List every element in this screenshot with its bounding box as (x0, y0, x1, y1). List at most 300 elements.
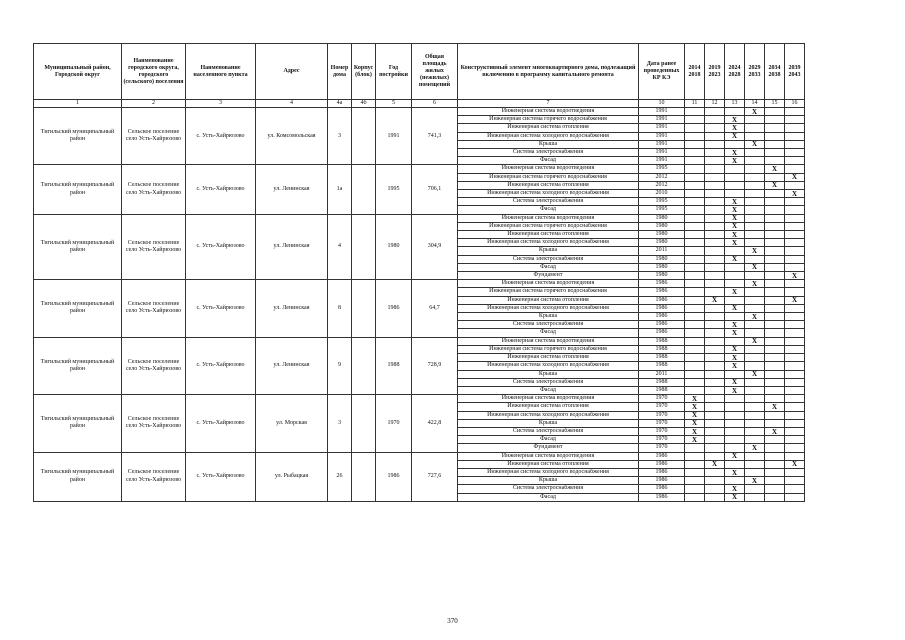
period-mark-cell: X (765, 403, 785, 411)
column-number: 4а (328, 100, 352, 108)
area-cell: 64,7 (412, 280, 458, 337)
period-mark-cell (785, 239, 805, 247)
period-mark-cell (745, 190, 765, 198)
period-mark-cell (785, 247, 805, 255)
period-mark-cell (685, 386, 705, 394)
period-mark-cell (745, 468, 765, 476)
period-mark-cell (765, 477, 785, 485)
period-mark-cell (685, 247, 705, 255)
element-cell: Инженерная система горячего водоснабжения (458, 116, 639, 124)
period-mark-cell: X (725, 255, 745, 263)
period-mark-cell (725, 427, 745, 435)
build-year-cell: 1991 (376, 108, 412, 165)
period-mark-cell (745, 378, 765, 386)
area-cell: 304,9 (412, 214, 458, 280)
table-row (34, 165, 805, 173)
period-mark-cell (725, 165, 745, 173)
period-mark-cell (705, 411, 725, 419)
period-mark-cell (765, 419, 785, 427)
period-mark-cell (765, 263, 785, 271)
period-mark-cell: X (745, 337, 765, 345)
period-mark-cell (725, 140, 745, 148)
period-mark-cell (705, 206, 725, 214)
settlement-cell: Сельское поселение село Усть-Хайрюзово (122, 214, 186, 280)
period-mark-cell (745, 255, 765, 263)
period-mark-cell: X (725, 132, 745, 140)
prior-repair-date-cell: 1991 (639, 124, 685, 132)
period-mark-cell: X (725, 116, 745, 124)
prior-repair-date-cell: 1980 (639, 239, 685, 247)
period-mark-cell: X (765, 165, 785, 173)
element-cell: Инженерная система отопления (458, 231, 639, 239)
house-number-cell: 9 (328, 337, 352, 394)
period-mark-cell: X (785, 190, 805, 198)
period-mark-cell (745, 354, 765, 362)
house-number-cell: 26 (328, 452, 352, 501)
locality-cell: с. Усть-Хайрюзово (186, 452, 256, 501)
period-mark-cell (685, 231, 705, 239)
prior-repair-date-cell: 1986 (639, 313, 685, 321)
period-mark-cell (685, 280, 705, 288)
period-mark-cell (745, 165, 765, 173)
period-mark-cell (685, 362, 705, 370)
period-mark-cell: X (725, 362, 745, 370)
element-cell: Инженерная система отопления (458, 124, 639, 132)
period-mark-cell (785, 108, 805, 116)
prior-repair-date-cell: 1986 (639, 452, 685, 460)
period-mark-cell: X (745, 108, 765, 116)
period-mark-cell (745, 436, 765, 444)
period-mark-cell: X (685, 427, 705, 435)
period-mark-cell (705, 370, 725, 378)
period-mark-cell (685, 198, 705, 206)
element-cell: Инженерная система отопления (458, 354, 639, 362)
area-cell: 741,3 (412, 108, 458, 165)
period-mark-cell (765, 157, 785, 165)
period-mark-cell (745, 452, 765, 460)
prior-repair-date-cell: 1970 (639, 444, 685, 452)
period-mark-cell (725, 411, 745, 419)
prior-repair-date-cell: 1988 (639, 386, 685, 394)
korpus-cell (352, 337, 376, 394)
period-mark-cell: X (725, 206, 745, 214)
period-mark-cell: X (705, 460, 725, 468)
house-number-cell: 3 (328, 395, 352, 452)
period-mark-cell (705, 329, 725, 337)
period-mark-cell: X (745, 370, 765, 378)
element-cell: Система электроснабжения (458, 321, 639, 329)
period-mark-cell (685, 370, 705, 378)
period-mark-cell (765, 304, 785, 312)
period-mark-cell (685, 173, 705, 181)
district-cell: Тигильский муниципальный район (34, 108, 122, 165)
period-mark-cell (705, 198, 725, 206)
period-mark-cell: X (725, 386, 745, 394)
period-mark-cell (765, 345, 785, 353)
element-cell: Инженерная система горячего водоснабжения (458, 222, 639, 230)
area-cell: 422,8 (412, 395, 458, 452)
column-number-row (34, 100, 805, 108)
period-mark-cell (785, 337, 805, 345)
period-mark-cell (765, 468, 785, 476)
period-mark-cell (725, 477, 745, 485)
period-mark-cell (685, 140, 705, 148)
prior-repair-date-cell: 1980 (639, 272, 685, 280)
period-mark-cell (745, 214, 765, 222)
period-mark-cell (785, 468, 805, 476)
table-row (34, 395, 805, 403)
settlement-cell: Сельское поселение село Усть-Хайрюзово (122, 280, 186, 337)
period-mark-cell (785, 206, 805, 214)
period-mark-cell (765, 124, 785, 132)
period-mark-cell (765, 313, 785, 321)
period-mark-cell: X (725, 345, 745, 353)
period-mark-cell (705, 452, 725, 460)
period-mark-cell: X (745, 477, 765, 485)
prior-repair-date-cell: 1980 (639, 222, 685, 230)
period-mark-cell (725, 247, 745, 255)
column-number: 4б (352, 100, 376, 108)
period-mark-cell (785, 477, 805, 485)
prior-repair-date-cell: 1995 (639, 165, 685, 173)
prior-repair-date-cell: 1980 (639, 231, 685, 239)
period-mark-cell (745, 362, 765, 370)
prior-repair-date-cell: 1970 (639, 395, 685, 403)
period-mark-cell (685, 272, 705, 280)
element-cell: Инженерная система водоотведения (458, 452, 639, 460)
column-header: 2019 2023 (705, 44, 725, 100)
settlement-cell: Сельское поселение село Усть-Хайрюзово (122, 337, 186, 394)
period-mark-cell (685, 460, 705, 468)
period-mark-cell (745, 239, 765, 247)
period-mark-cell: X (745, 263, 765, 271)
element-cell: Инженерная система холодного водоснабжения (458, 132, 639, 140)
prior-repair-date-cell: 2011 (639, 370, 685, 378)
period-mark-cell (725, 313, 745, 321)
period-mark-cell (765, 272, 785, 280)
column-header: 2014 2018 (685, 44, 705, 100)
period-mark-cell: X (765, 427, 785, 435)
period-mark-cell: X (725, 329, 745, 337)
element-cell: Инженерная система холодного водоснабжения (458, 239, 639, 247)
period-mark-cell (785, 378, 805, 386)
period-mark-cell (705, 345, 725, 353)
period-mark-cell (745, 124, 765, 132)
period-mark-cell (785, 427, 805, 435)
period-mark-cell (745, 231, 765, 239)
element-cell: Инженерная система водоотведения (458, 165, 639, 173)
period-mark-cell: X (685, 395, 705, 403)
element-cell: Инженерная система отопления (458, 181, 639, 189)
column-header: Муниципальный район, Городской округ (34, 44, 122, 100)
column-header: 2039 2043 (785, 44, 805, 100)
period-mark-cell (745, 181, 765, 189)
table-header (34, 44, 805, 108)
period-mark-cell (705, 140, 725, 148)
prior-repair-date-cell: 1980 (639, 263, 685, 271)
period-mark-cell (765, 255, 785, 263)
period-mark-cell (785, 370, 805, 378)
prior-repair-date-cell: 1986 (639, 460, 685, 468)
period-mark-cell (785, 140, 805, 148)
district-cell: Тигильский муниципальный район (34, 452, 122, 501)
period-mark-cell (745, 493, 765, 501)
period-mark-cell (765, 108, 785, 116)
period-mark-cell: X (725, 304, 745, 312)
period-mark-cell: X (745, 313, 765, 321)
element-cell: Система электроснабжения (458, 198, 639, 206)
prior-repair-date-cell: 1986 (639, 493, 685, 501)
period-mark-cell: X (685, 436, 705, 444)
column-number: 10 (639, 100, 685, 108)
period-mark-cell (685, 255, 705, 263)
period-mark-cell: X (745, 247, 765, 255)
period-mark-cell (705, 255, 725, 263)
element-cell: Система электроснабжения (458, 255, 639, 263)
locality-cell: с. Усть-Хайрюзово (186, 395, 256, 452)
period-mark-cell (685, 378, 705, 386)
period-mark-cell (745, 485, 765, 493)
address-cell: ул. Ленинская (256, 214, 328, 280)
period-mark-cell (785, 362, 805, 370)
column-number: 15 (765, 100, 785, 108)
table-row (34, 108, 805, 116)
period-mark-cell (765, 321, 785, 329)
element-cell: Инженерная система отопления (458, 403, 639, 411)
period-mark-cell (705, 239, 725, 247)
period-mark-cell (745, 427, 765, 435)
period-mark-cell (745, 304, 765, 312)
period-mark-cell (725, 419, 745, 427)
area-cell: 728,9 (412, 337, 458, 394)
period-mark-cell (725, 181, 745, 189)
period-mark-cell (685, 493, 705, 501)
locality-cell: с. Усть-Хайрюзово (186, 165, 256, 214)
period-mark-cell: X (705, 296, 725, 304)
period-mark-cell (705, 108, 725, 116)
build-year-cell: 1988 (376, 337, 412, 394)
period-mark-cell (705, 116, 725, 124)
period-mark-cell (765, 173, 785, 181)
period-mark-cell (765, 280, 785, 288)
period-mark-cell (745, 411, 765, 419)
period-mark-cell: X (725, 231, 745, 239)
period-mark-cell: X (725, 468, 745, 476)
column-header: Корпус (блок) (352, 44, 376, 100)
prior-repair-date-cell: 1986 (639, 280, 685, 288)
prior-repair-date-cell: 1980 (639, 255, 685, 263)
locality-cell: с. Усть-Хайрюзово (186, 108, 256, 165)
element-cell: Фасад (458, 436, 639, 444)
period-mark-cell (685, 190, 705, 198)
address-cell: ул. Комсомольская (256, 108, 328, 165)
house-number-cell: 8 (328, 280, 352, 337)
period-mark-cell (705, 190, 725, 198)
period-mark-cell (765, 395, 785, 403)
period-mark-cell (705, 493, 725, 501)
period-mark-cell (765, 288, 785, 296)
prior-repair-date-cell: 1995 (639, 206, 685, 214)
element-cell: Крыша (458, 419, 639, 427)
period-mark-cell (745, 288, 765, 296)
period-mark-cell: X (725, 485, 745, 493)
header-row (34, 44, 805, 100)
period-mark-cell: X (745, 140, 765, 148)
period-mark-cell (685, 206, 705, 214)
period-mark-cell (765, 222, 785, 230)
element-cell: Фасад (458, 206, 639, 214)
period-mark-cell (705, 378, 725, 386)
period-mark-cell (765, 411, 785, 419)
period-mark-cell (785, 214, 805, 222)
period-mark-cell: X (745, 280, 765, 288)
period-mark-cell (685, 222, 705, 230)
column-number: 3 (186, 100, 256, 108)
column-header: 2029 2033 (745, 44, 765, 100)
period-mark-cell (725, 272, 745, 280)
prior-repair-date-cell: 1991 (639, 149, 685, 157)
period-mark-cell (705, 231, 725, 239)
korpus-cell (352, 395, 376, 452)
period-mark-cell (685, 354, 705, 362)
period-mark-cell (785, 436, 805, 444)
period-mark-cell (725, 173, 745, 181)
prior-repair-date-cell: 2012 (639, 173, 685, 181)
prior-repair-date-cell: 1991 (639, 132, 685, 140)
period-mark-cell: X (785, 296, 805, 304)
period-mark-cell (685, 165, 705, 173)
column-header: Адрес (256, 44, 328, 100)
period-mark-cell: X (725, 239, 745, 247)
element-cell: Крыша (458, 140, 639, 148)
prior-repair-date-cell: 1988 (639, 354, 685, 362)
column-header: Год постройки (376, 44, 412, 100)
element-cell: Система электроснабжения (458, 427, 639, 435)
period-mark-cell (745, 321, 765, 329)
column-header: 2024 2028 (725, 44, 745, 100)
column-number: 6 (412, 100, 458, 108)
element-cell: Инженерная система горячего водоснабжения (458, 173, 639, 181)
element-cell: Фасад (458, 329, 639, 337)
column-header: Конструктивный элемент многоквартирного дома, подлежащий включению в программу капитального ремонта (458, 44, 639, 100)
period-mark-cell (705, 173, 725, 181)
build-year-cell: 1986 (376, 452, 412, 501)
period-mark-cell (685, 181, 705, 189)
period-mark-cell: X (785, 173, 805, 181)
column-header: 2034 2038 (765, 44, 785, 100)
period-mark-cell (705, 362, 725, 370)
house-number-cell: 4 (328, 214, 352, 280)
element-cell: Инженерная система отопления (458, 460, 639, 468)
period-mark-cell (725, 263, 745, 271)
prior-repair-date-cell: 2010 (639, 190, 685, 198)
table-row (34, 280, 805, 288)
period-mark-cell (705, 157, 725, 165)
period-mark-cell (745, 296, 765, 304)
period-mark-cell (685, 452, 705, 460)
period-mark-cell (705, 124, 725, 132)
period-mark-cell (745, 460, 765, 468)
address-cell: ул. Ленинская (256, 165, 328, 214)
period-mark-cell: X (725, 157, 745, 165)
period-mark-cell (705, 477, 725, 485)
element-cell: Система электроснабжения (458, 149, 639, 157)
period-mark-cell (725, 436, 745, 444)
build-year-cell: 1986 (376, 280, 412, 337)
period-mark-cell: X (725, 214, 745, 222)
period-mark-cell (685, 149, 705, 157)
element-cell: Система электроснабжения (458, 485, 639, 493)
period-mark-cell (725, 460, 745, 468)
period-mark-cell (785, 288, 805, 296)
period-mark-cell: X (725, 452, 745, 460)
period-mark-cell (685, 304, 705, 312)
period-mark-cell: X (785, 460, 805, 468)
period-mark-cell (725, 108, 745, 116)
column-number: 7 (458, 100, 639, 108)
prior-repair-date-cell: 1988 (639, 345, 685, 353)
column-number: 11 (685, 100, 705, 108)
period-mark-cell (705, 395, 725, 403)
period-mark-cell (745, 395, 765, 403)
column-header: Наименование городского округа, городского (сельского) поселения (122, 44, 186, 100)
element-cell: Фасад (458, 157, 639, 165)
prior-repair-date-cell: 1970 (639, 419, 685, 427)
period-mark-cell (705, 419, 725, 427)
element-cell: Фасад (458, 263, 639, 271)
period-mark-cell (685, 288, 705, 296)
element-cell: Фундамент (458, 272, 639, 280)
period-mark-cell (725, 296, 745, 304)
period-mark-cell (745, 149, 765, 157)
period-mark-cell (765, 296, 785, 304)
column-number: 14 (745, 100, 765, 108)
district-cell: Тигильский муниципальный район (34, 214, 122, 280)
period-mark-cell (725, 337, 745, 345)
period-mark-cell (765, 362, 785, 370)
period-mark-cell (685, 214, 705, 222)
build-year-cell: 1995 (376, 165, 412, 214)
period-mark-cell (785, 411, 805, 419)
element-cell: Инженерная система холодного водоснабжения (458, 362, 639, 370)
table-body (34, 108, 805, 502)
period-mark-cell (785, 329, 805, 337)
period-mark-cell (705, 444, 725, 452)
element-cell: Инженерная система холодного водоснабжения (458, 411, 639, 419)
period-mark-cell: X (725, 124, 745, 132)
period-mark-cell (765, 444, 785, 452)
column-number: 1 (34, 100, 122, 108)
period-mark-cell (705, 263, 725, 271)
column-header: Дата ранее проведенных КР КЭ (639, 44, 685, 100)
period-mark-cell (785, 198, 805, 206)
period-mark-cell (785, 222, 805, 230)
address-cell: ул. Морская (256, 395, 328, 452)
period-mark-cell (685, 263, 705, 271)
locality-cell: с. Усть-Хайрюзово (186, 337, 256, 394)
prior-repair-date-cell: 1986 (639, 329, 685, 337)
period-mark-cell: X (725, 354, 745, 362)
period-mark-cell (765, 198, 785, 206)
prior-repair-date-cell: 1991 (639, 108, 685, 116)
period-mark-cell (685, 329, 705, 337)
element-cell: Инженерная система водоотведения (458, 280, 639, 288)
period-mark-cell (685, 477, 705, 485)
prior-repair-date-cell: 1986 (639, 468, 685, 476)
period-mark-cell (765, 460, 785, 468)
prior-repair-date-cell: 1986 (639, 304, 685, 312)
period-mark-cell (705, 149, 725, 157)
